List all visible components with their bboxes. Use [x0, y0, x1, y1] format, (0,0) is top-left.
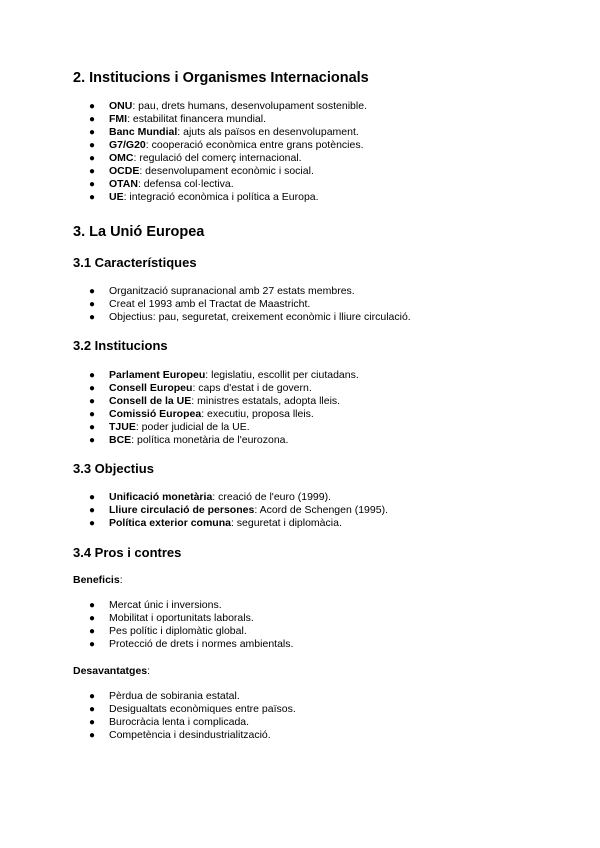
section-3-1-title: 3.1 Característiques [73, 255, 197, 270]
section-3-2-list [73, 369, 553, 447]
bullet-icon: ● [89, 370, 96, 381]
list-item: ● BCE: política monetària de l'eurozona. [89, 434, 289, 446]
benefits-label: Beneficis: [73, 574, 123, 586]
benefits-list [73, 599, 553, 651]
bullet-icon: ● [89, 140, 96, 151]
section-2-title: 2. Institucions i Organismes Internacionals [73, 70, 369, 86]
list-item: ● ONU: pau, drets humans, desenvolupament sostenible. [89, 100, 367, 112]
list-item: ● Unificació monetària: creació de l'euro (1999). [89, 491, 332, 503]
bullet-icon: ● [89, 518, 96, 529]
bullet-icon: ● [89, 383, 96, 394]
list-item: ● Burocràcia lenta i complicada. [89, 716, 250, 728]
bullet-icon: ● [89, 114, 96, 125]
bullet-icon: ● [89, 717, 96, 728]
bullet-icon: ● [89, 396, 96, 407]
section-2-list [73, 100, 553, 204]
list-item: ● Protecció de drets i normes ambientals. [89, 638, 294, 650]
bullet-icon: ● [89, 166, 96, 177]
list-item: ● Parlament Europeu: legislatiu, escollit per ciutadans. [89, 369, 359, 381]
list-item: ● Competència i desindustrialització. [89, 729, 271, 741]
list-item: ● Desigualtats econòmiques entre països. [89, 703, 296, 715]
bullet-icon: ● [89, 600, 96, 611]
bullet-icon: ● [89, 639, 96, 650]
bullet-icon: ● [89, 435, 96, 446]
bullet-icon: ● [89, 691, 96, 702]
section-3-1-list [73, 285, 553, 324]
list-item: ● Consell de la UE: ministres estatals, adopta lleis. [89, 395, 341, 407]
list-item: ● FMI: estabilitat financera mundial. [89, 113, 266, 125]
bullet-icon: ● [89, 299, 96, 310]
list-item: ● Mobilitat i oportunitats laborals. [89, 612, 254, 624]
list-item: ● Banc Mundial: ajuts als països en desenvolupament. [89, 126, 359, 138]
list-item: ● Comissió Europea: executiu, proposa lleis. [89, 408, 314, 420]
section-3-4-title: 3.4 Pros i contres [73, 545, 182, 560]
bullet-icon: ● [89, 153, 96, 164]
list-item: ● Mercat únic i inversions. [89, 599, 222, 611]
list-item: ● TJUE: poder judicial de la UE. [89, 421, 250, 433]
list-item: ● Lliure circulació de persones: Acord de Schengen (1995). [89, 504, 388, 516]
section-3-2-title: 3.2 Institucions [73, 338, 168, 353]
list-item: ● OCDE: desenvolupament econòmic i social. [89, 165, 314, 177]
list-item: ● Política exterior comuna: seguretat i diplomàcia. [89, 517, 342, 529]
list-item: ● G7/G20: cooperació econòmica entre grans potències. [89, 139, 364, 151]
list-item: ● OTAN: defensa col·lectiva. [89, 178, 234, 190]
bullet-icon: ● [89, 286, 96, 297]
bullet-icon: ● [89, 626, 96, 637]
list-item: ● Organització supranacional amb 27 estats membres. [89, 285, 355, 297]
bullet-icon: ● [89, 505, 96, 516]
bullet-icon: ● [89, 613, 96, 624]
drawbacks-list [73, 690, 553, 742]
list-item: ● Consell Europeu: caps d'estat i de govern. [89, 382, 312, 394]
list-item: ● Objectius: pau, seguretat, creixement econòmic i lliure circulació. [89, 311, 411, 323]
list-item: ● Creat el 1993 amb el Tractat de Maastricht. [89, 298, 311, 310]
list-item: ● Pes polític i diplomàtic global. [89, 625, 247, 637]
list-item: ● UE: integració econòmica i política a Europa. [89, 191, 319, 203]
bullet-icon: ● [89, 704, 96, 715]
bullet-icon: ● [89, 312, 96, 323]
document-page [73, 68, 553, 742]
list-item: ● Pèrdua de sobirania estatal. [89, 690, 240, 702]
bullet-icon: ● [89, 179, 96, 190]
section-3-title: 3. La Unió Europea [73, 224, 205, 240]
list-item: ● OMC: regulació del comerç internacional. [89, 152, 302, 164]
bullet-icon: ● [89, 422, 96, 433]
bullet-icon: ● [89, 409, 96, 420]
section-3-3-title: 3.3 Objectius [73, 461, 154, 476]
section-3-3-list [73, 491, 553, 530]
bullet-icon: ● [89, 730, 96, 741]
bullet-icon: ● [89, 127, 96, 138]
drawbacks-label: Desavantatges: [73, 665, 151, 677]
bullet-icon: ● [89, 492, 96, 503]
bullet-icon: ● [89, 192, 96, 203]
bullet-icon: ● [89, 101, 96, 112]
